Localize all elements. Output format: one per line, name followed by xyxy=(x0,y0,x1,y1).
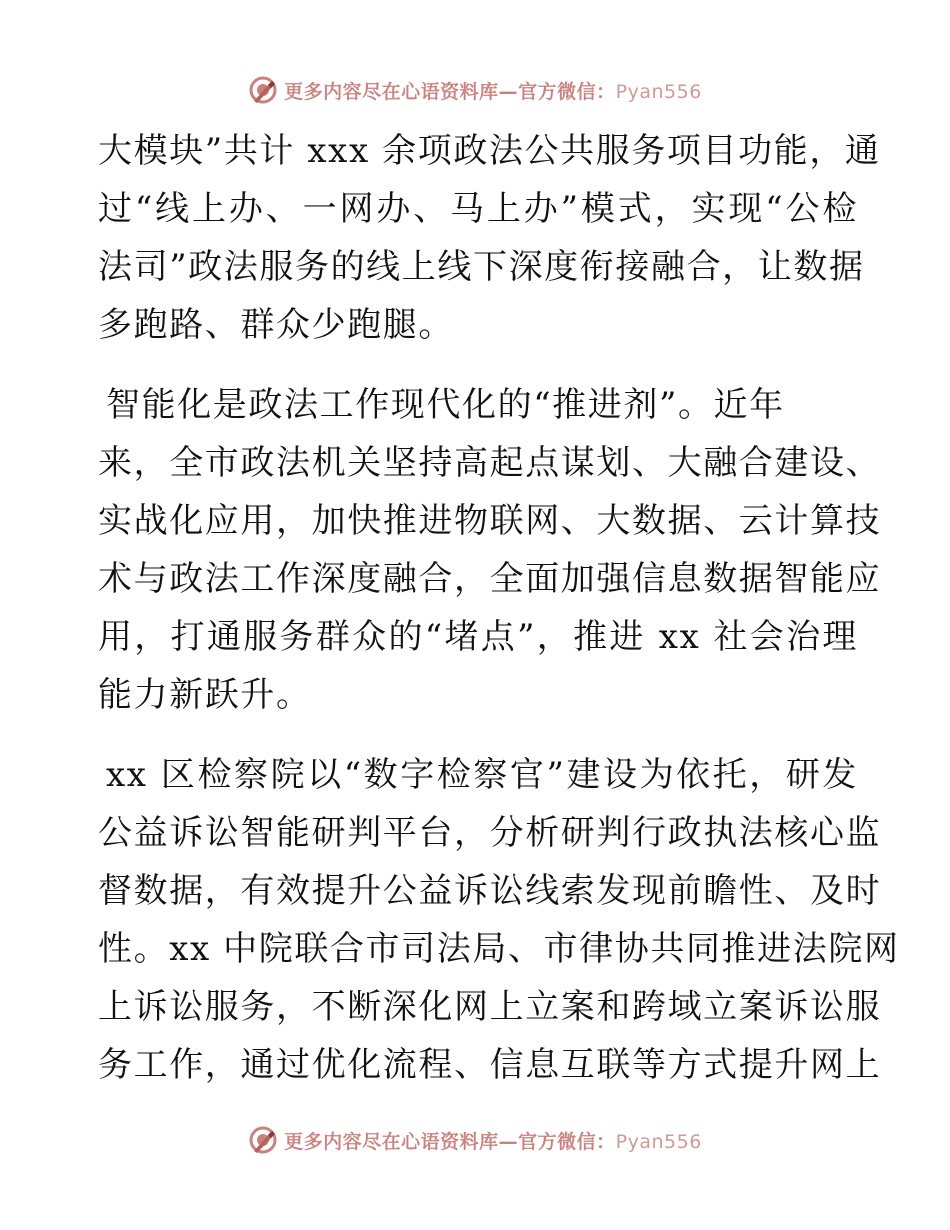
pen-logo-icon xyxy=(248,1125,278,1155)
text-line: 性。xx 中院联合市司法局、市律协共同推进法院网 xyxy=(98,929,900,969)
text-line: 多跑路、群众少跑腿。 xyxy=(98,305,454,345)
text-line: xx 区检察院以“数字检察官”建设为依托，研发 xyxy=(106,755,858,795)
document-body xyxy=(98,122,900,1094)
text-line: 来，全市政法机关坚持高起点谋划、大融合建设、 xyxy=(98,443,882,483)
text-line: 督数据，有效提升公益诉讼线索发现前瞻性、及时 xyxy=(98,871,882,911)
watermark-handle: Pyan556 xyxy=(615,80,702,103)
text-line: 能力新跃升。 xyxy=(98,675,312,715)
paragraph xyxy=(98,746,900,1094)
text-line: 公益诉讼智能研判平台，分析研判行政执法核心监 xyxy=(98,813,882,853)
watermark-handle: Pyan556 xyxy=(615,1130,702,1153)
footer-watermark xyxy=(0,1120,950,1160)
text-line: 术与政法工作深度融合，全面加强信息数据智能应 xyxy=(98,559,882,599)
paragraph xyxy=(98,376,882,724)
watermark-text: 更多内容尽在心语资料库—官方微信：Pyan556 xyxy=(284,80,702,103)
text-line: 用，打通服务群众的“堵点”，推进 xx 社会治理 xyxy=(98,617,858,657)
paragraph xyxy=(98,122,881,354)
text-line: 法司”政法服务的线上线下深度衔接融合，让数据 xyxy=(98,247,865,287)
text-line: 过“线上办、一网办、马上办”模式，实现“公检 xyxy=(98,189,858,229)
text-line: 实战化应用，加快推进物联网、大数据、云计算技 xyxy=(98,501,882,541)
text-line: 大模块”共计 xxx 余项政法公共服务项目功能，通 xyxy=(98,131,881,171)
watermark-text: 更多内容尽在心语资料库—官方微信：Pyan556 xyxy=(284,1130,702,1153)
text-line: 上诉讼服务，不断深化网上立案和跨域立案诉讼服 xyxy=(98,987,882,1027)
header-watermark xyxy=(0,70,950,110)
text-line: 务工作，通过优化流程、信息互联等方式提升网上 xyxy=(98,1045,882,1085)
pen-logo-icon xyxy=(248,75,278,105)
text-line: 智能化是政法工作现代化的“推进剂”。近年 xyxy=(106,385,785,425)
